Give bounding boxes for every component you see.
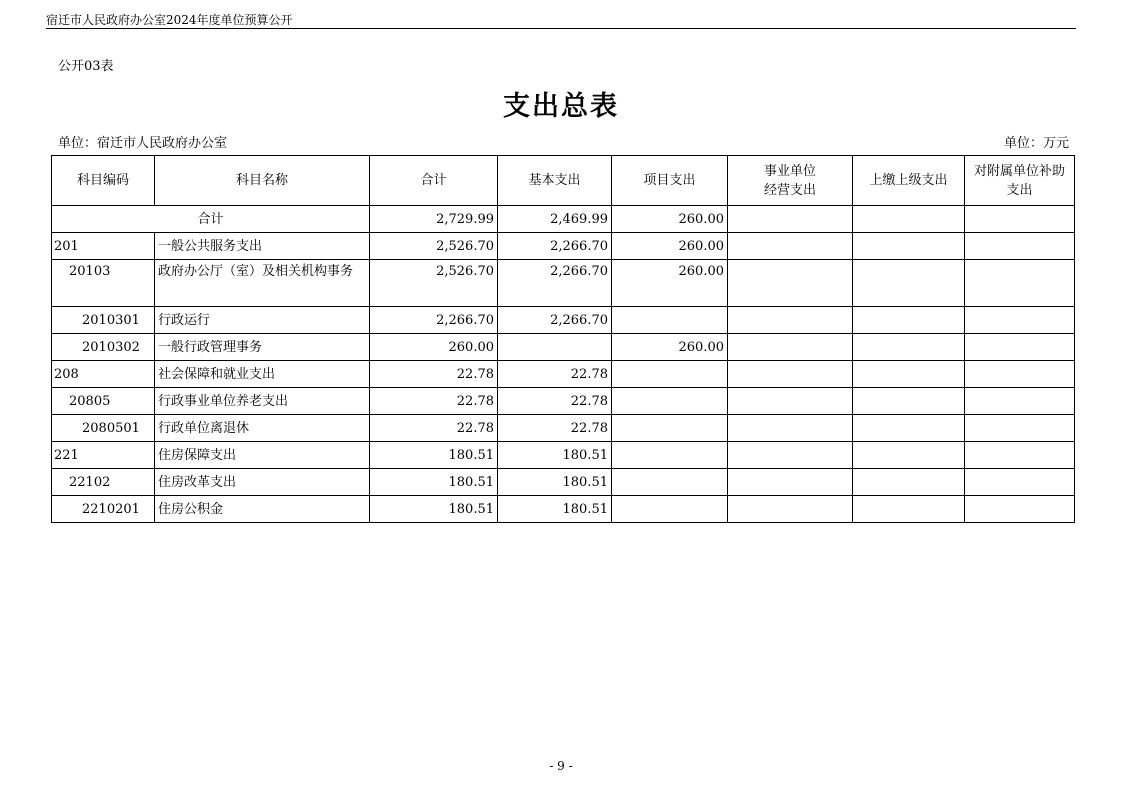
basic-cell: 2,266.70 [498, 233, 612, 260]
table-row [52, 469, 1075, 496]
operating-cell [728, 206, 853, 233]
col-header-code: 科目编码 [52, 156, 155, 206]
operating-cell [728, 260, 853, 307]
basic-cell: 22.78 [498, 388, 612, 415]
operating-cell [728, 442, 853, 469]
code-cell: 208 [52, 361, 155, 388]
operating-cell [728, 233, 853, 260]
page-number: - 9 - [549, 759, 573, 773]
subsidy-cell [965, 361, 1075, 388]
project-cell: 260.00 [612, 233, 728, 260]
code-cell: 20805 [52, 388, 155, 415]
total-cell: 2,266.70 [370, 307, 498, 334]
basic-cell: 22.78 [498, 415, 612, 442]
table-row [52, 388, 1075, 415]
project-cell [612, 415, 728, 442]
currency-unit-label: 单位：万元 [1003, 136, 1069, 151]
total-cell: 22.78 [370, 361, 498, 388]
total-cell: 180.51 [370, 469, 498, 496]
header-rule [46, 28, 1076, 29]
basic-cell: 180.51 [498, 469, 612, 496]
basic-cell: 180.51 [498, 496, 612, 523]
code-cell: 2010301 [52, 307, 155, 334]
subsidy-cell [965, 307, 1075, 334]
name-cell: 社会保障和就业支出 [155, 361, 370, 388]
subsidy-cell [965, 415, 1075, 442]
name-cell: 行政事业单位养老支出 [155, 388, 370, 415]
code-cell: 2010302 [52, 334, 155, 361]
upper-cell [853, 469, 965, 496]
name-cell: 政府办公厅（室）及相关机构事务 [155, 260, 370, 307]
total-cell: 180.51 [370, 496, 498, 523]
page-title: 支出总表 [503, 91, 619, 122]
table-row [52, 260, 1075, 307]
name-cell: 行政单位离退休 [155, 415, 370, 442]
project-cell [612, 307, 728, 334]
table-row [52, 415, 1075, 442]
col-header-project: 项目支出 [612, 156, 728, 206]
expenditure-table [51, 155, 1075, 523]
total-cell: 2,526.70 [370, 233, 498, 260]
upper-cell [853, 442, 965, 469]
name-cell: 住房保障支出 [155, 442, 370, 469]
basic-cell: 2,469.99 [498, 206, 612, 233]
col-header-upper: 上缴上级支出 [853, 156, 965, 206]
code-cell: 2080501 [52, 415, 155, 442]
upper-cell [853, 260, 965, 307]
project-cell: 260.00 [612, 206, 728, 233]
code-cell: 221 [52, 442, 155, 469]
name-cell: 一般公共服务支出 [155, 233, 370, 260]
table-row [52, 442, 1075, 469]
name-cell: 行政运行 [155, 307, 370, 334]
code-cell: 2210201 [52, 496, 155, 523]
unit-label: 单位：宿迁市人民政府办公室 [58, 136, 228, 151]
project-cell [612, 442, 728, 469]
total-cell: 22.78 [370, 415, 498, 442]
upper-cell [853, 361, 965, 388]
total-cell: 2,526.70 [370, 260, 498, 307]
col-header-name: 科目名称 [155, 156, 370, 206]
table-row [52, 307, 1075, 334]
table-row [52, 233, 1075, 260]
total-cell: 260.00 [370, 334, 498, 361]
upper-cell [853, 206, 965, 233]
subsidy-cell [965, 206, 1075, 233]
running-header: 宿迁市人民政府办公室2024年度单位预算公开 [46, 13, 293, 27]
subsidy-cell [965, 334, 1075, 361]
upper-cell [853, 307, 965, 334]
total-cell: 180.51 [370, 442, 498, 469]
project-cell: 260.00 [612, 260, 728, 307]
upper-cell [853, 415, 965, 442]
col-header-operating: 事业单位 经营支出 [728, 156, 853, 206]
project-cell: 260.00 [612, 334, 728, 361]
upper-cell [853, 334, 965, 361]
upper-cell [853, 496, 965, 523]
table-row [52, 496, 1075, 523]
project-cell [612, 361, 728, 388]
total-cell: 2,729.99 [370, 206, 498, 233]
operating-cell [728, 307, 853, 334]
subsidy-cell [965, 496, 1075, 523]
code-cell: 20103 [52, 260, 155, 307]
operating-cell [728, 334, 853, 361]
total-row [52, 206, 1075, 233]
total-label: 合计 [52, 206, 370, 233]
total-cell: 22.78 [370, 388, 498, 415]
basic-cell: 22.78 [498, 361, 612, 388]
upper-cell [853, 233, 965, 260]
project-cell [612, 388, 728, 415]
subsidy-cell [965, 469, 1075, 496]
col-header-subsidy: 对附属单位补助支出 [965, 156, 1075, 206]
name-cell: 住房公积金 [155, 496, 370, 523]
basic-cell: 2,266.70 [498, 260, 612, 307]
operating-cell [728, 361, 853, 388]
project-cell [612, 496, 728, 523]
table-row [52, 361, 1075, 388]
basic-cell [498, 334, 612, 361]
table-header-row [52, 156, 1075, 206]
col-header-total: 合计 [370, 156, 498, 206]
upper-cell [853, 388, 965, 415]
col-header-basic: 基本支出 [498, 156, 612, 206]
code-cell: 22102 [52, 469, 155, 496]
form-number: 公开03表 [58, 59, 114, 74]
operating-cell [728, 469, 853, 496]
basic-cell: 180.51 [498, 442, 612, 469]
name-cell: 住房改革支出 [155, 469, 370, 496]
operating-cell [728, 415, 853, 442]
code-cell: 201 [52, 233, 155, 260]
subsidy-cell [965, 233, 1075, 260]
subsidy-cell [965, 442, 1075, 469]
basic-cell: 2,266.70 [498, 307, 612, 334]
operating-cell [728, 496, 853, 523]
operating-cell [728, 388, 853, 415]
subsidy-cell [965, 260, 1075, 307]
table-row [52, 334, 1075, 361]
subsidy-cell [965, 388, 1075, 415]
project-cell [612, 469, 728, 496]
name-cell: 一般行政管理事务 [155, 334, 370, 361]
